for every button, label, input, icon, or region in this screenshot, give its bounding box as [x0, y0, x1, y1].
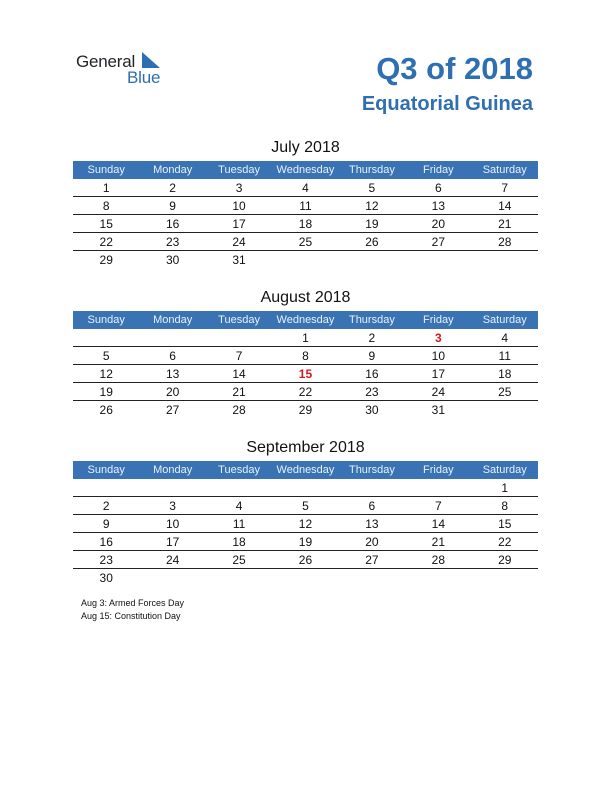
day-cell: 5 [368, 181, 376, 195]
week-row [73, 215, 538, 233]
day-cell [472, 401, 538, 418]
day-cell: 28 [232, 403, 246, 417]
day-cell: 24 [165, 553, 180, 567]
day-cell: 1 [302, 331, 309, 345]
weekday-label: Saturday [482, 314, 527, 326]
day-cell [339, 251, 405, 268]
day-cell: 18 [298, 217, 313, 231]
month-september [73, 437, 538, 586]
week-row [73, 347, 538, 365]
weekday-label: Tuesday [218, 164, 260, 176]
day-cell: 26 [365, 235, 379, 249]
day-cell [73, 329, 139, 346]
day-cell: 24 [431, 385, 445, 399]
day-cell: 6 [169, 349, 176, 363]
day-cell [206, 569, 272, 586]
day-cell: 10 [165, 517, 180, 531]
day-cell: 23 [165, 235, 180, 249]
week-row [73, 533, 538, 551]
day-cell: 7 [501, 181, 509, 195]
day-cell: 4 [501, 331, 509, 345]
day-cell [472, 569, 538, 586]
day-cell: 21 [431, 535, 445, 549]
holiday-note: Aug 15: Constitution Day [81, 611, 181, 621]
day-cell [272, 251, 338, 268]
day-cell: 27 [165, 403, 180, 417]
weekday-label: Friday [423, 464, 454, 476]
week-row [73, 551, 538, 569]
weekday-label: Sunday [87, 164, 125, 176]
weekday-label: Wednesday [276, 464, 335, 476]
day-cell: 19 [365, 217, 379, 231]
day-cell: 21 [498, 217, 512, 231]
day-cell: 14 [498, 199, 512, 213]
day-cell: 26 [298, 553, 313, 567]
day-cell: 16 [365, 367, 379, 381]
day-cell: 13 [365, 517, 379, 531]
day-cell: 9 [368, 349, 376, 363]
day-cell: 1 [102, 181, 110, 195]
weekday-label: Sunday [87, 464, 125, 476]
day-cell: 27 [431, 235, 445, 249]
month-grid [73, 179, 538, 268]
day-cell: 13 [165, 367, 180, 381]
logo-text-blue: Blue [127, 68, 161, 87]
day-cell: 12 [298, 517, 313, 531]
day-cell: 22 [498, 535, 512, 549]
month-grid [73, 329, 538, 418]
day-cell: 28 [498, 235, 512, 249]
day-cell: 5 [302, 499, 309, 513]
day-cell: 30 [165, 253, 180, 267]
day-cell: 11 [232, 517, 246, 531]
week-row [73, 329, 538, 347]
day-cell: 25 [298, 235, 313, 249]
generalblue-logo [76, 52, 176, 92]
day-cell: 18 [232, 535, 246, 549]
day-cell [139, 329, 205, 346]
day-cell: 20 [165, 385, 180, 399]
day-cell: 8 [501, 499, 509, 513]
day-cell [206, 479, 272, 496]
weekday-header [73, 311, 538, 329]
day-cell: 28 [431, 553, 445, 567]
day-cell: 8 [302, 349, 309, 363]
day-cell [272, 479, 338, 496]
day-cell: 29 [298, 403, 313, 417]
day-cell: 5 [102, 349, 110, 363]
weekday-label: Tuesday [218, 314, 260, 326]
month-grid [73, 479, 538, 586]
day-cell [272, 569, 338, 586]
day-cell: 6 [434, 181, 442, 195]
day-cell [472, 251, 538, 268]
weekday-label: Monday [153, 464, 193, 476]
weekday-label: Thursday [348, 314, 395, 326]
day-cell: 20 [365, 535, 379, 549]
day-cell: 31 [431, 403, 445, 417]
day-cell: 4 [235, 499, 243, 513]
day-cell [139, 569, 205, 586]
day-cell: 19 [298, 535, 313, 549]
day-cell: 16 [99, 535, 113, 549]
weekday-label: Friday [423, 314, 454, 326]
week-row [73, 197, 538, 215]
month-title: July 2018 [271, 139, 340, 156]
weekday-header [73, 161, 538, 179]
day-cell: 13 [431, 199, 445, 213]
day-cell: 9 [169, 199, 176, 213]
day-cell: 17 [165, 535, 180, 549]
page-title: Q3 of 2018 [376, 51, 533, 86]
day-cell: 15 [99, 217, 113, 231]
week-row [73, 569, 538, 586]
day-cell [73, 479, 139, 496]
weekday-label: Saturday [482, 464, 527, 476]
day-cell: 7 [235, 349, 243, 363]
day-cell: 26 [99, 403, 113, 417]
day-cell: 25 [498, 385, 512, 399]
day-cell: 16 [165, 217, 180, 231]
weekday-header [73, 461, 538, 479]
week-row [73, 233, 538, 251]
week-row [73, 401, 538, 418]
month-title: August 2018 [260, 289, 351, 306]
weekday-label: Tuesday [218, 464, 260, 476]
day-cell: 1 [501, 481, 509, 495]
day-cell: 22 [298, 385, 313, 399]
week-row [73, 479, 538, 497]
week-row [73, 251, 538, 268]
day-cell: 3 [235, 181, 243, 195]
day-cell: 2 [102, 499, 110, 513]
weekday-label: Sunday [87, 314, 125, 326]
day-cell [405, 479, 471, 496]
weekday-label: Saturday [482, 164, 527, 176]
day-cell: 23 [99, 553, 113, 567]
day-cell: 29 [99, 253, 113, 267]
day-cell: 31 [232, 253, 246, 267]
day-cell: 25 [232, 553, 246, 567]
day-cell: 15 [298, 367, 313, 381]
day-cell [139, 479, 205, 496]
holiday-note: Aug 3: Armed Forces Day [81, 598, 185, 608]
day-cell: 2 [169, 181, 176, 195]
day-cell: 18 [498, 367, 512, 381]
holiday-notes [81, 597, 184, 623]
day-cell: 3 [169, 499, 176, 513]
day-cell: 21 [232, 385, 246, 399]
day-cell: 11 [498, 349, 511, 363]
day-cell: 7 [434, 499, 442, 513]
day-cell: 2 [368, 331, 376, 345]
day-cell: 17 [232, 217, 246, 231]
day-cell: 17 [431, 367, 445, 381]
day-cell [405, 569, 471, 586]
day-cell: 30 [365, 403, 379, 417]
day-cell: 24 [232, 235, 246, 249]
day-cell: 14 [431, 517, 445, 531]
day-cell: 20 [431, 217, 445, 231]
day-cell: 15 [498, 517, 512, 531]
day-cell: 29 [498, 553, 512, 567]
week-row [73, 365, 538, 383]
day-cell: 10 [431, 349, 445, 363]
day-cell: 22 [99, 235, 113, 249]
week-row [73, 383, 538, 401]
day-cell: 6 [368, 499, 376, 513]
weekday-label: Thursday [348, 464, 395, 476]
day-cell: 30 [99, 571, 113, 585]
day-cell: 11 [299, 199, 312, 213]
week-row [73, 179, 538, 197]
day-cell: 10 [232, 199, 246, 213]
logo-triangle-icon [142, 52, 160, 68]
weekday-label: Monday [153, 164, 193, 176]
day-cell [206, 329, 272, 346]
day-cell: 27 [365, 553, 379, 567]
weekday-label: Monday [153, 314, 193, 326]
weekday-label: Thursday [348, 164, 395, 176]
weekday-label: Wednesday [276, 314, 335, 326]
day-cell: 14 [232, 367, 246, 381]
week-row [73, 515, 538, 533]
country-name: Equatorial Guinea [361, 93, 533, 115]
week-row [73, 497, 538, 515]
weekday-label: Friday [423, 164, 454, 176]
day-cell: 19 [99, 385, 113, 399]
day-cell: 12 [99, 367, 113, 381]
day-cell: 8 [102, 199, 110, 213]
weekday-label: Wednesday [276, 164, 335, 176]
day-cell: 12 [365, 199, 379, 213]
logo-text-general: General [76, 52, 136, 71]
month-august [73, 287, 538, 418]
day-cell: 4 [302, 181, 309, 195]
day-cell: 3 [434, 331, 442, 345]
day-cell [339, 479, 405, 496]
day-cell [339, 569, 405, 586]
month-title: September 2018 [246, 439, 365, 456]
day-cell: 9 [102, 517, 110, 531]
month-july [73, 137, 538, 268]
day-cell: 23 [365, 385, 379, 399]
day-cell [405, 251, 471, 268]
